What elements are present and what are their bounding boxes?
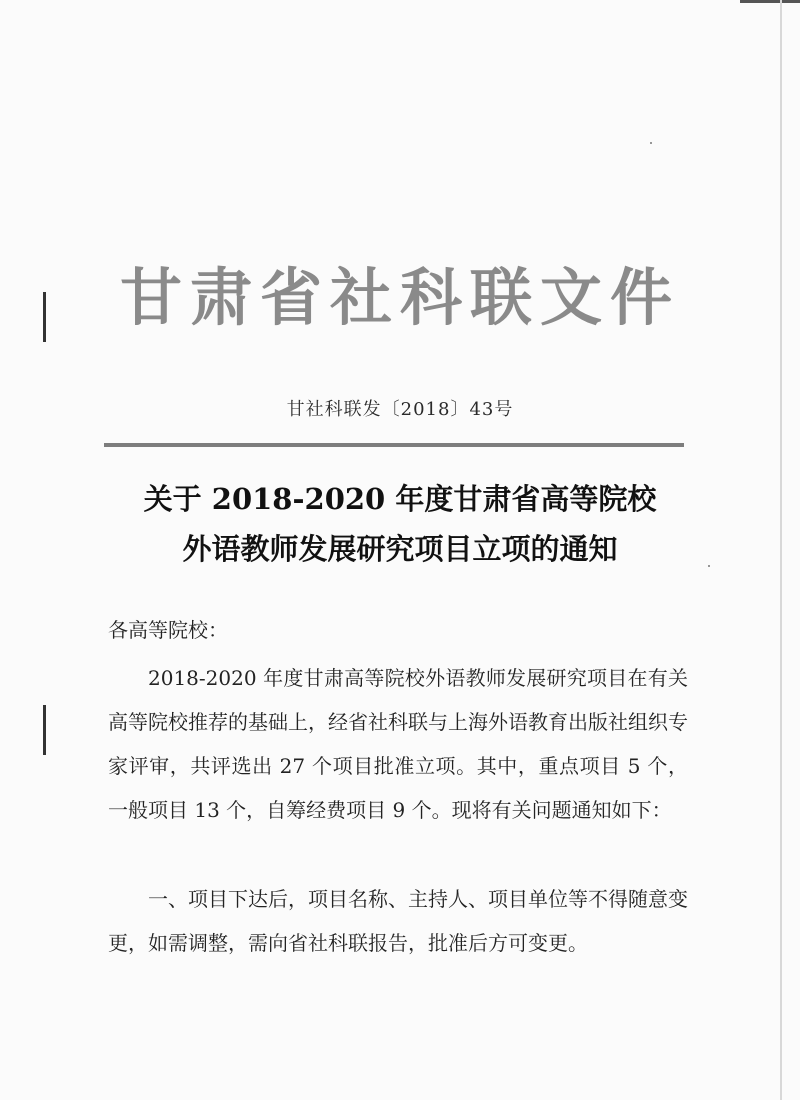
title-line-2: 外语教师发展研究项目立项的通知 <box>182 532 618 566</box>
scan-speck <box>650 142 652 144</box>
header-rule <box>104 443 684 447</box>
scan-speck <box>708 565 710 567</box>
document-title <box>0 474 800 574</box>
salutation: 各高等院校： <box>108 618 228 642</box>
document-number: 甘社科联发〔2018〕43号 <box>286 399 514 420</box>
document-header: 甘肃省社科联文件 <box>119 261 680 334</box>
title-line-1: 关于 2018-2020 年度甘肃省高等院校 <box>143 482 657 516</box>
scan-edge-top <box>740 0 800 3</box>
paragraph-1: 2018-2020 年度甘肃高等院校外语教师发展研究项目在有关高等院校推荐的基础上，经省社科联与上海外语教育出版社组织专家评审，共评选出 27 个项目批准立项。其中，重点项目 5 个，一般项目 13 个，自筹经费项目 9 个。现将有关问题通知如下： <box>108 666 688 822</box>
binding-mark-bottom <box>43 705 46 755</box>
paragraph-2: 一、项目下达后，项目名称、主持人、项目单位等不得随意变更，如需调整，需向省社科联报告，批准后方可变更。 <box>108 887 688 955</box>
